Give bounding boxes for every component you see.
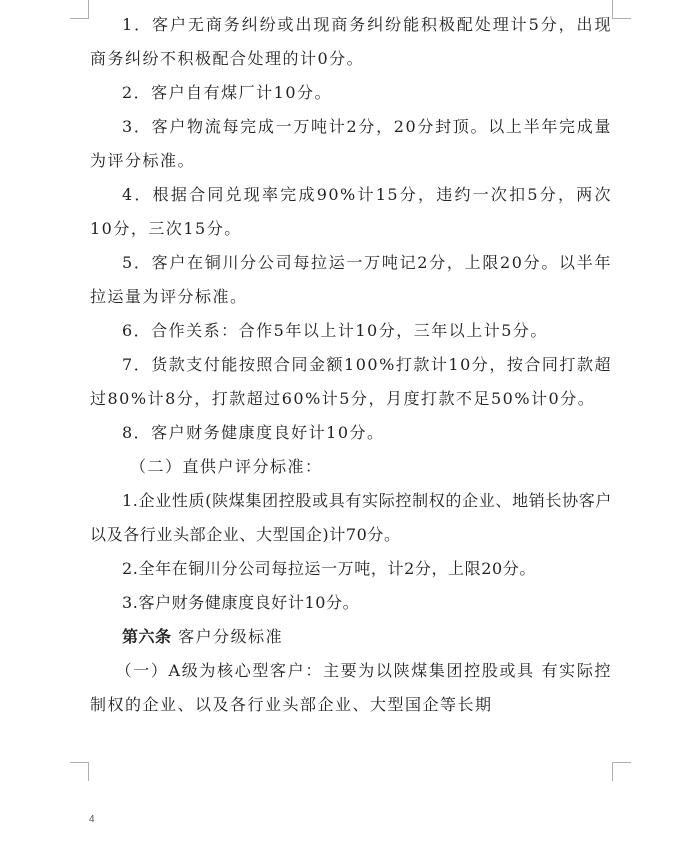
paragraph-item-1: 1．客户无商务纠纷或出现商务纠纷能积极配处理计5分，出现商务纠纷不积极配合处理的计0分。 [90,15,612,68]
paragraph-item-3: 3．客户物流每完成一万吨计2分，20分封顶。以上半年完成量为评分标准。 [90,117,612,170]
document-body [90,8,612,722]
section-heading-direct-supply: （二）直供户评分标准： [130,457,323,476]
paragraph-direct-1: 1.企业性质(陕煤集团控股或具有实际控制权的企业、地销长协客户以及各行业头部企业、大型国企)计70分。 [90,491,612,544]
paragraph-direct-3: 3.客户财务健康度良好计10分。 [122,593,360,612]
paragraph-item-8: 8．客户财务健康度良好计10分。 [122,423,385,442]
paragraph-item-6: 6．合作关系：合作5年以上计10分，三年以上计5分。 [122,321,548,340]
paragraph-item-7: 7．货款支付能按照合同金额100%打款计10分，按合同打款超过80%计8分，打款超过60%计5分，月度打款不足50%计0分。 [90,355,612,408]
paragraph-class-a: （一）A级为核心型客户：主要为以陕煤集团控股或具 有实际控制权的企业、以及各行业头部企业、大型国企等长期 [90,661,612,714]
crop-mark-bottom-right [612,762,631,781]
paragraph-direct-2: 2.全年在铜川分公司每拉运一万吨，计2分，上限20分。 [122,559,537,578]
article-heading [90,620,612,654]
paragraph-item-5: 5．客户在铜川分公司每拉运一万吨记2分，上限20分。以半年拉运量为评分标准。 [90,253,612,306]
paragraph-item-2: 2．客户自有煤厂计10分。 [122,83,333,102]
article-title: 客户分级标准 [178,627,284,646]
crop-mark-bottom-left [70,762,89,781]
article-number: 第六条 [122,627,172,646]
page-number: 4 [89,814,95,825]
crop-mark-top-right [612,0,631,19]
paragraph-item-4: 4．根据合同兑现率完成90%计15分，违约一次扣5分，两次10分，三次15分。 [90,185,612,238]
crop-mark-top-left [70,0,89,19]
